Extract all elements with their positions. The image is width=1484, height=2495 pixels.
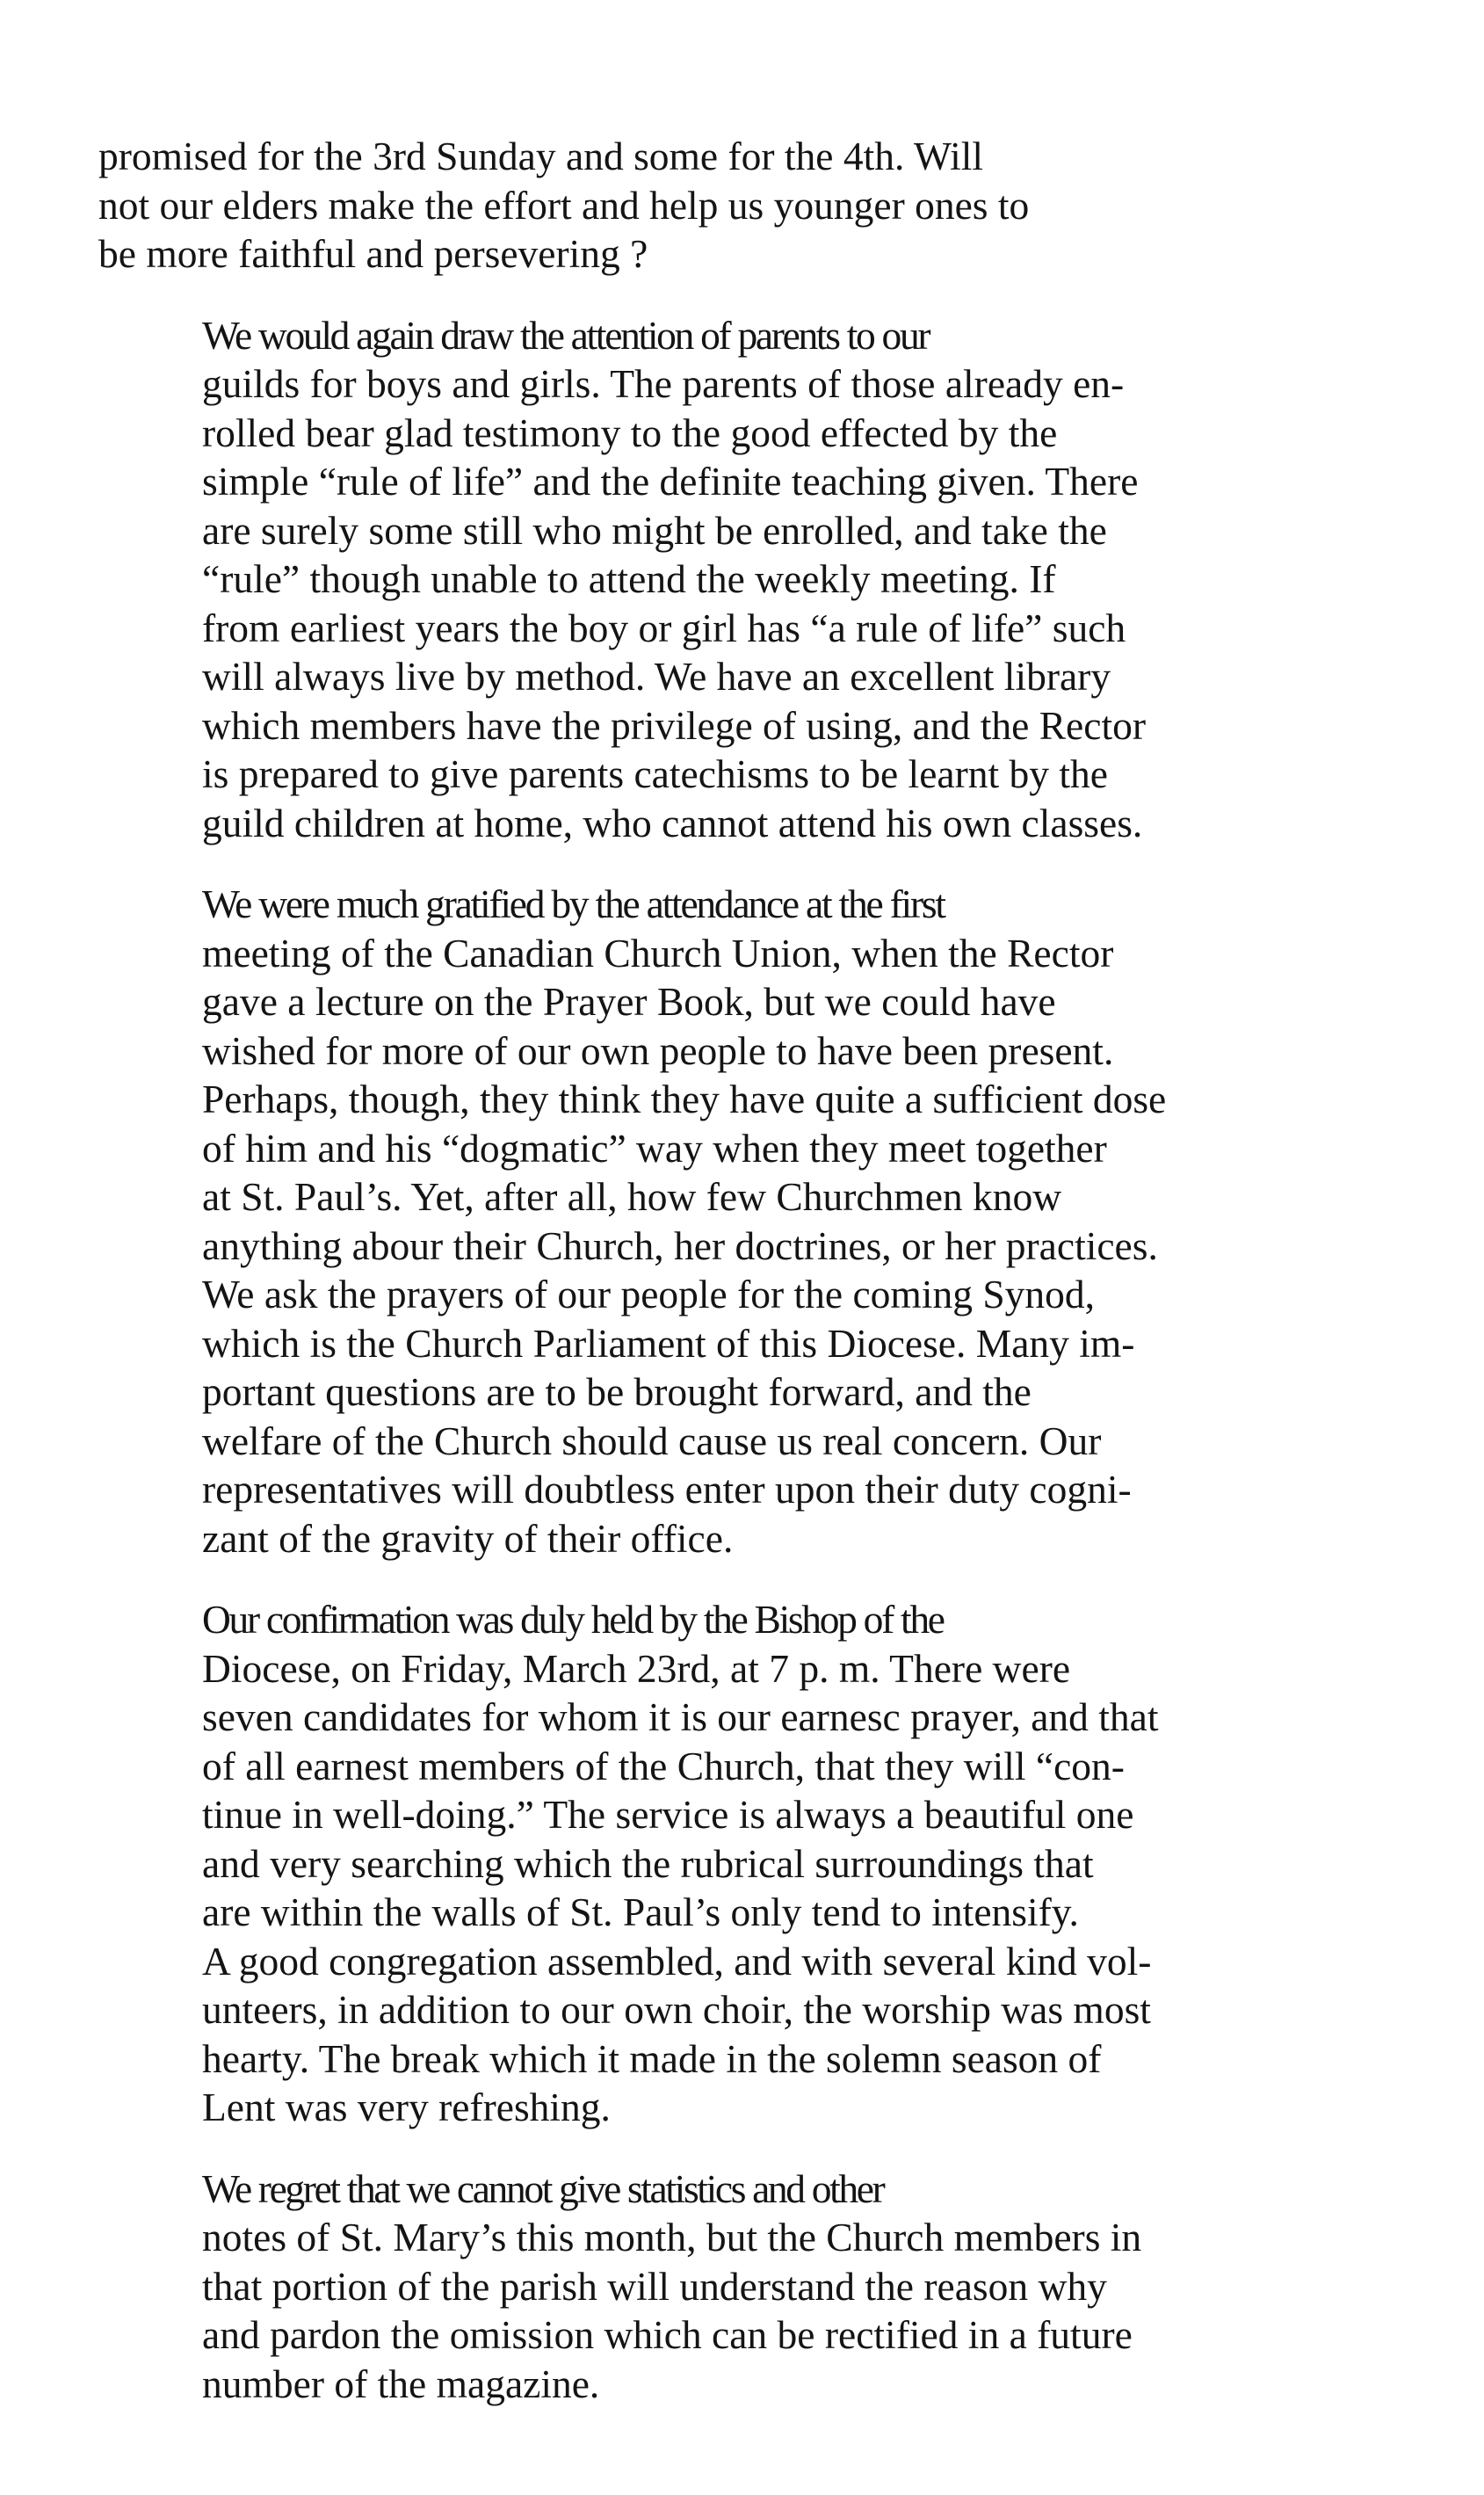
text-line: notes of St. Mary’s this month, but the Church members in: [202, 2215, 1142, 2259]
text-line: is prepared to give parents catechisms to be learnt by the: [202, 751, 1108, 796]
text-line: of all earnest members of the Church, that they will “con-: [202, 1743, 1125, 1788]
text-line: number of the magazine.: [202, 2361, 600, 2406]
text-line: tinue in well-doing.” The service is always a beautiful one: [202, 1792, 1134, 1837]
text-line: welfare of the Church should cause us real concern. Our: [202, 1418, 1102, 1463]
text-line: not our elders make the effort and help us younger ones to: [98, 182, 1030, 228]
text-line: that portion of the parish will understand the reason why: [202, 2263, 1107, 2309]
text-line: Diocese, on Friday, March 23rd, at 7 p. m. There were: [202, 1645, 1071, 1691]
text-line: wished for more of our own people to have been present.: [202, 1027, 1114, 1073]
text-line: We ask the prayers of our people for the coming Synod,: [202, 1272, 1096, 1316]
text-line: of him and his “dogmatic” way when they meet together: [202, 1125, 1107, 1171]
text-line: are within the walls of St. Paul’s only tend to intensify.: [202, 1889, 1079, 1934]
text-line: are surely some still who might be enrolled, and take the: [202, 507, 1107, 553]
text-line: A good congregation assembled, and with several kind vol-: [202, 1938, 1152, 1984]
text-line: unteers, in addition to our own choir, the worship was most: [202, 1987, 1151, 2032]
paragraph-church-union: [98, 880, 1390, 1563]
text-line: and very searching which the rubrical surroundings that: [202, 1840, 1094, 1886]
text-line: guilds for boys and girls. The parents of those already en-: [202, 361, 1125, 406]
text-line: representatives will doubtless enter upon their duty cogni-: [202, 1467, 1132, 1512]
paragraph-guilds: [98, 311, 1390, 848]
text-line: seven candidates for whom it is our earnesc prayer, and that: [202, 1694, 1159, 1739]
text-line: and pardon the omission which can be rectified in a future: [202, 2312, 1133, 2357]
text-line: simple “rule of life” and the definite teaching given. There: [202, 459, 1139, 504]
text-line: Perhaps, though, they think they have quite a sufficient dose: [202, 1077, 1167, 1121]
text-line: guild children at home, who cannot attend his own classes.: [202, 800, 1143, 845]
paragraph-confirmation: [98, 1595, 1390, 2132]
text-line: We would again draw the attention of parents to our: [202, 312, 930, 358]
paragraph-continuation: [98, 132, 1390, 279]
text-line: anything abour their Church, her doctrines, or her practices.: [202, 1222, 1158, 1268]
text-line: We were much gratified by the attendance at the first: [202, 881, 945, 926]
text-line: meeting of the Canadian Church Union, when the Rector: [202, 930, 1114, 976]
text-line: be more faithful and persevering ?: [98, 231, 648, 276]
text-line: will always live by method. We have an excellent library: [202, 654, 1111, 699]
text-line: which is the Church Parliament of this Diocese. Many im-: [202, 1320, 1135, 1366]
text-line: portant questions are to be brought forward, and the: [202, 1369, 1032, 1414]
text-line: Lent was very refreshing.: [202, 2085, 611, 2129]
text-line: zant of the gravity of their office.: [202, 1515, 734, 1561]
text-line: promised for the 3rd Sunday and some for the 4th. Will: [98, 134, 983, 178]
paragraph-st-marys: [98, 2165, 1390, 2409]
text-line: at St. Paul’s. Yet, after all, how few Churchmen know: [202, 1174, 1062, 1219]
text-line: from earliest years the boy or girl has “a rule of life” such: [202, 605, 1126, 650]
text-line: hearty. The break which it made in the solemn season of: [202, 2035, 1102, 2081]
text-line: which members have the privilege of using, and the Rector: [202, 702, 1146, 748]
text-line: We regret that we cannot give statistics and other: [202, 2165, 884, 2211]
text-line: “rule” though unable to attend the weekly meeting. If: [202, 556, 1056, 601]
text-line: rolled bear glad testimony to the good effected by the: [202, 410, 1058, 455]
text-line: gave a lecture on the Prayer Book, but we could have: [202, 979, 1056, 1024]
magazine-page-text: [98, 132, 1390, 2441]
text-line: Our confirmation was duly held by the Bishop of the: [202, 1597, 944, 1642]
